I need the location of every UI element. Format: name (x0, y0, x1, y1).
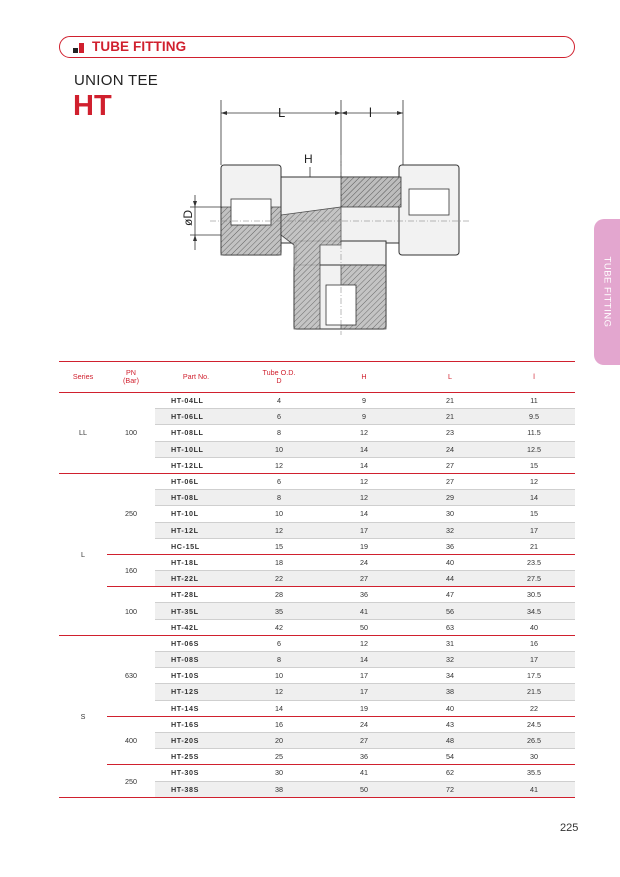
h-cell: 17 (321, 668, 407, 684)
h-cell: 19 (321, 700, 407, 716)
tube-od-cell: 22 (237, 571, 321, 587)
part-no-cell: HT-12L (155, 522, 237, 538)
l-cell: 11.5 (493, 425, 575, 441)
h-cell: 50 (321, 781, 407, 797)
col-pn: PN (Bar) (107, 362, 155, 393)
part-no-cell: HC-15L (155, 538, 237, 554)
pn-cell: 160 (107, 554, 155, 586)
l-cell: 35.5 (493, 765, 575, 781)
tube-od-cell: 35 (237, 603, 321, 619)
L-cell: 21 (407, 409, 493, 425)
part-no-cell: HT-28L (155, 587, 237, 603)
tube-od-cell: 12 (237, 684, 321, 700)
pn-cell: 100 (107, 587, 155, 636)
part-no-cell: HT-06L (155, 473, 237, 489)
dimension-L-label: L (278, 105, 286, 120)
h-cell: 12 (321, 490, 407, 506)
tube-od-cell: 20 (237, 732, 321, 748)
tube-od-cell: 14 (237, 700, 321, 716)
l-cell: 23.5 (493, 554, 575, 570)
l-cell: 17.5 (493, 668, 575, 684)
L-cell: 44 (407, 571, 493, 587)
l-cell: 17 (493, 652, 575, 668)
l-cell: 9.5 (493, 409, 575, 425)
tube-od-cell: 10 (237, 441, 321, 457)
h-cell: 27 (321, 732, 407, 748)
h-cell: 41 (321, 765, 407, 781)
tube-od-cell: 25 (237, 749, 321, 765)
l-cell: 22 (493, 700, 575, 716)
h-cell: 36 (321, 587, 407, 603)
l-cell: 16 (493, 635, 575, 651)
h-cell: 27 (321, 571, 407, 587)
L-cell: 63 (407, 619, 493, 635)
tube-od-cell: 10 (237, 668, 321, 684)
part-no-cell: HT-08L (155, 490, 237, 506)
product-subtitle: UNION TEE (74, 72, 159, 89)
union-tee-drawing (170, 95, 470, 340)
L-cell: 23 (407, 425, 493, 441)
part-no-cell: HT-22L (155, 571, 237, 587)
pn-cell: 250 (107, 765, 155, 797)
part-no-cell: HT-18L (155, 554, 237, 570)
l-cell: 41 (493, 781, 575, 797)
l-cell: 30.5 (493, 587, 575, 603)
part-no-cell: HT-08S (155, 652, 237, 668)
h-cell: 14 (321, 441, 407, 457)
part-no-cell: HT-10L (155, 506, 237, 522)
page-number: 225 (560, 822, 579, 834)
h-cell: 12 (321, 473, 407, 489)
part-no-cell: HT-08LL (155, 425, 237, 441)
h-cell: 14 (321, 506, 407, 522)
table-row (59, 393, 575, 409)
product-model: HT (73, 90, 112, 122)
side-tab[interactable] (594, 219, 620, 365)
part-no-cell: HT-12LL (155, 457, 237, 473)
spec-table (59, 361, 575, 798)
L-cell: 62 (407, 765, 493, 781)
h-cell: 24 (321, 716, 407, 732)
l-cell: 15 (493, 506, 575, 522)
tube-od-cell: 16 (237, 716, 321, 732)
tube-od-cell: 8 (237, 425, 321, 441)
series-cell: L (59, 473, 107, 635)
h-cell: 24 (321, 554, 407, 570)
dimension-H-label: H (304, 152, 313, 166)
tube-od-cell: 18 (237, 554, 321, 570)
tube-od-cell: 38 (237, 781, 321, 797)
l-cell: 17 (493, 522, 575, 538)
h-cell: 36 (321, 749, 407, 765)
l-cell: 11 (493, 393, 575, 409)
tube-od-cell: 30 (237, 765, 321, 781)
part-no-cell: HT-25S (155, 749, 237, 765)
L-cell: 54 (407, 749, 493, 765)
part-no-cell: HT-35L (155, 603, 237, 619)
tube-od-cell: 6 (237, 473, 321, 489)
L-cell: 30 (407, 506, 493, 522)
L-cell: 21 (407, 393, 493, 409)
tube-od-cell: 8 (237, 490, 321, 506)
h-cell: 14 (321, 457, 407, 473)
table-row (59, 635, 575, 651)
table-row (59, 554, 575, 570)
tube-od-cell: 42 (237, 619, 321, 635)
pn-cell: 630 (107, 635, 155, 716)
h-cell: 17 (321, 522, 407, 538)
L-cell: 48 (407, 732, 493, 748)
l-cell: 30 (493, 749, 575, 765)
part-no-cell: HT-38S (155, 781, 237, 797)
L-cell: 27 (407, 473, 493, 489)
part-no-cell: HT-10S (155, 668, 237, 684)
l-cell: 34.5 (493, 603, 575, 619)
l-cell: 12 (493, 473, 575, 489)
tube-od-cell: 6 (237, 409, 321, 425)
col-L: L (407, 362, 493, 393)
L-cell: 24 (407, 441, 493, 457)
h-cell: 14 (321, 652, 407, 668)
part-no-cell: HT-14S (155, 700, 237, 716)
L-cell: 38 (407, 684, 493, 700)
tube-od-cell: 8 (237, 652, 321, 668)
dimension-l-label: l (369, 105, 372, 120)
table-row (59, 765, 575, 781)
pn-cell: 400 (107, 716, 155, 765)
table-row (59, 473, 575, 489)
l-cell: 14 (493, 490, 575, 506)
l-cell: 24.5 (493, 716, 575, 732)
pn-cell: 250 (107, 473, 155, 554)
L-cell: 34 (407, 668, 493, 684)
tube-od-cell: 10 (237, 506, 321, 522)
L-cell: 31 (407, 635, 493, 651)
L-cell: 27 (407, 457, 493, 473)
h-cell: 50 (321, 619, 407, 635)
l-cell: 40 (493, 619, 575, 635)
series-cell: LL (59, 393, 107, 474)
L-cell: 56 (407, 603, 493, 619)
l-cell: 27.5 (493, 571, 575, 587)
L-cell: 40 (407, 700, 493, 716)
part-no-cell: HT-16S (155, 716, 237, 732)
l-cell: 15 (493, 457, 575, 473)
spec-table-header (59, 362, 575, 393)
part-no-cell: HT-30S (155, 765, 237, 781)
L-cell: 47 (407, 587, 493, 603)
l-cell: 21 (493, 538, 575, 554)
section-header (59, 36, 575, 58)
h-cell: 9 (321, 393, 407, 409)
pn-cell: 100 (107, 393, 155, 474)
col-part-no: Part No. (155, 362, 237, 393)
part-no-cell: HT-06LL (155, 409, 237, 425)
L-cell: 40 (407, 554, 493, 570)
L-cell: 36 (407, 538, 493, 554)
h-cell: 19 (321, 538, 407, 554)
h-cell: 12 (321, 635, 407, 651)
l-cell: 26.5 (493, 732, 575, 748)
part-no-cell: HT-20S (155, 732, 237, 748)
L-cell: 72 (407, 781, 493, 797)
col-series: Series (59, 362, 107, 393)
l-cell: 21.5 (493, 684, 575, 700)
side-tab-label: TUBE FITTING (601, 256, 613, 328)
tube-od-cell: 28 (237, 587, 321, 603)
tube-od-cell: 4 (237, 393, 321, 409)
tube-od-cell: 15 (237, 538, 321, 554)
h-cell: 17 (321, 684, 407, 700)
table-row (59, 587, 575, 603)
h-cell: 9 (321, 409, 407, 425)
h-cell: 12 (321, 425, 407, 441)
part-no-cell: HT-10LL (155, 441, 237, 457)
part-no-cell: HT-06S (155, 635, 237, 651)
col-tube-od: Tube O.D. D (237, 362, 321, 393)
header-squares-icon (73, 43, 87, 53)
tube-od-cell: 6 (237, 635, 321, 651)
tube-od-cell: 12 (237, 457, 321, 473)
part-no-cell: HT-04LL (155, 393, 237, 409)
part-no-cell: HT-42L (155, 619, 237, 635)
tube-od-cell: 12 (237, 522, 321, 538)
L-cell: 29 (407, 490, 493, 506)
L-cell: 43 (407, 716, 493, 732)
col-h: H (321, 362, 407, 393)
L-cell: 32 (407, 522, 493, 538)
l-cell: 12.5 (493, 441, 575, 457)
h-cell: 41 (321, 603, 407, 619)
series-cell: S (59, 635, 107, 797)
part-no-cell: HT-12S (155, 684, 237, 700)
table-row (59, 716, 575, 732)
dimension-D-label: øD (181, 210, 195, 226)
L-cell: 32 (407, 652, 493, 668)
col-l: l (493, 362, 575, 393)
section-title: TUBE FITTING (92, 39, 187, 54)
